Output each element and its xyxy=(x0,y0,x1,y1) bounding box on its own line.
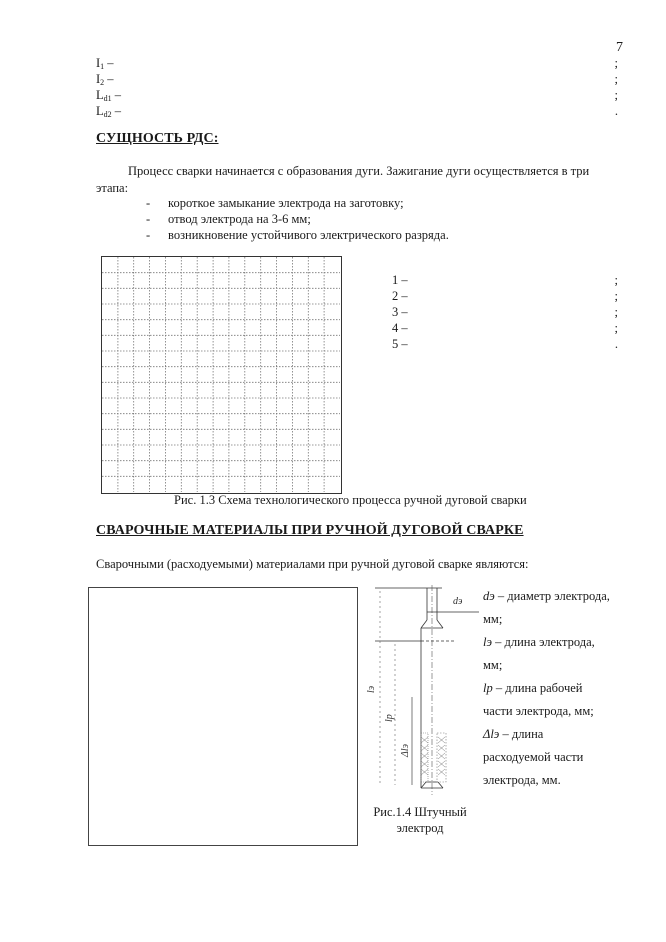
variable-subscript: d1 xyxy=(103,94,112,103)
legend-item-3 xyxy=(392,304,618,320)
paragraph-intro: Сварочными (расходуемыми) материалами при ручной дуговой сварке являются: xyxy=(96,557,529,571)
line-end-mark: ; xyxy=(614,305,618,319)
length-label: lэ xyxy=(366,685,377,693)
section-heading-materials: СВАРОЧНЫЕ МАТЕРИАЛЫ ПРИ РУЧНОЙ ДУГОВОЙ СВАРКЕ xyxy=(96,523,524,538)
definition-line xyxy=(483,700,643,723)
bullet-text: возникновение устойчивого электрического разряда. xyxy=(168,228,449,242)
def-symbol: dэ xyxy=(483,589,495,603)
definition-line xyxy=(483,769,643,792)
page-number: 7 xyxy=(616,40,623,55)
legend-item-4 xyxy=(392,320,618,336)
paragraph-line: Процесс сварки начинается с образования дуги. Зажигание дуги осуществляется в три xyxy=(128,164,590,178)
definition-line xyxy=(483,654,643,677)
legend-label: 1 – xyxy=(392,273,408,287)
definition-length xyxy=(483,631,643,654)
def-text: – длина рабочей xyxy=(492,681,583,695)
working-length-label: lр xyxy=(384,714,395,722)
section-heading-rds: СУЩНОСТЬ РДС: xyxy=(96,131,219,146)
line-end-mark: ; xyxy=(614,289,618,303)
bullet-item xyxy=(146,195,404,211)
variable-symbol: I xyxy=(96,72,101,86)
variable-dash: – xyxy=(104,72,114,86)
empty-drawing-frame xyxy=(88,587,358,846)
figure-caption-1-4 xyxy=(355,804,485,836)
bullet-dash: - xyxy=(146,228,151,242)
variable-symbol: I xyxy=(96,56,101,70)
def-text: – длина электрода, xyxy=(491,635,595,649)
def-text: мм; xyxy=(483,612,503,626)
variable-dash: – xyxy=(111,88,122,102)
caption-line: Рис.1.4 Штучный xyxy=(373,805,467,819)
variable-subscript: 2 xyxy=(100,78,105,87)
variable-subscript: 1 xyxy=(100,62,105,71)
def-text: части электрода, мм; xyxy=(483,704,594,718)
def-text: мм; xyxy=(483,658,503,672)
bullet-item xyxy=(146,211,311,227)
line-end-mark: ; xyxy=(614,56,618,70)
line-end-mark: ; xyxy=(614,88,618,102)
bullet-text: короткое замыкание электрода на заготовку; xyxy=(168,196,404,210)
legend-label: 2 – xyxy=(392,289,408,303)
variable-dash: – xyxy=(111,104,122,118)
legend-label: 5 – xyxy=(392,337,408,351)
variable-symbol: L xyxy=(96,88,104,102)
def-text: – диаметр электрода, xyxy=(494,589,610,603)
variable-symbol: L xyxy=(96,104,104,118)
definition-working xyxy=(483,677,643,700)
definition-line xyxy=(483,746,643,769)
def-symbol: lэ xyxy=(483,635,492,649)
line-end-mark: . xyxy=(614,104,618,118)
bullet-dash: - xyxy=(146,196,151,210)
line-end-mark: ; xyxy=(614,273,618,287)
legend-label: 3 – xyxy=(392,305,408,319)
legend-label: 4 – xyxy=(392,321,408,335)
definition-diameter xyxy=(483,585,643,608)
bullet-dash: - xyxy=(146,212,151,226)
variable-line-ld1 xyxy=(96,87,618,103)
def-text: расходуемой части xyxy=(483,750,584,764)
legend-item-1 xyxy=(392,272,618,288)
legend-item-5 xyxy=(392,336,618,352)
grid-lines xyxy=(102,257,340,492)
consumed-length-label: Δlэ xyxy=(400,743,411,757)
variable-dash: – xyxy=(104,56,114,70)
variable-line-i1 xyxy=(96,55,618,71)
bullet-text: отвод электрода на 3-6 мм; xyxy=(168,212,311,226)
drawing-grid xyxy=(101,256,342,494)
diameter-label: dэ xyxy=(453,596,463,607)
def-text: – длина xyxy=(499,727,544,741)
electrode-drawing xyxy=(360,585,480,800)
line-end-mark: ; xyxy=(614,321,618,335)
line-end-mark: ; xyxy=(614,72,618,86)
variable-line-i2 xyxy=(96,71,618,87)
line-end-mark: . xyxy=(614,337,618,351)
paragraph-line: этапа: xyxy=(96,181,129,195)
electrode-diagram xyxy=(360,585,480,804)
bullet-item xyxy=(146,227,449,243)
variable-line-ld2 xyxy=(96,103,618,119)
variable-subscript: d2 xyxy=(103,110,112,119)
figure-caption-1-3: Рис. 1.3 Схема технологического процесса ручной дуговой сварки xyxy=(174,493,527,507)
def-symbol: Δlэ xyxy=(483,727,500,741)
def-symbol: lр xyxy=(483,681,493,695)
definition-consumed xyxy=(483,723,643,746)
legend-item-2 xyxy=(392,288,618,304)
definition-line xyxy=(483,608,643,631)
caption-line: электрод xyxy=(396,821,444,835)
def-text: электрода, мм. xyxy=(483,773,561,787)
